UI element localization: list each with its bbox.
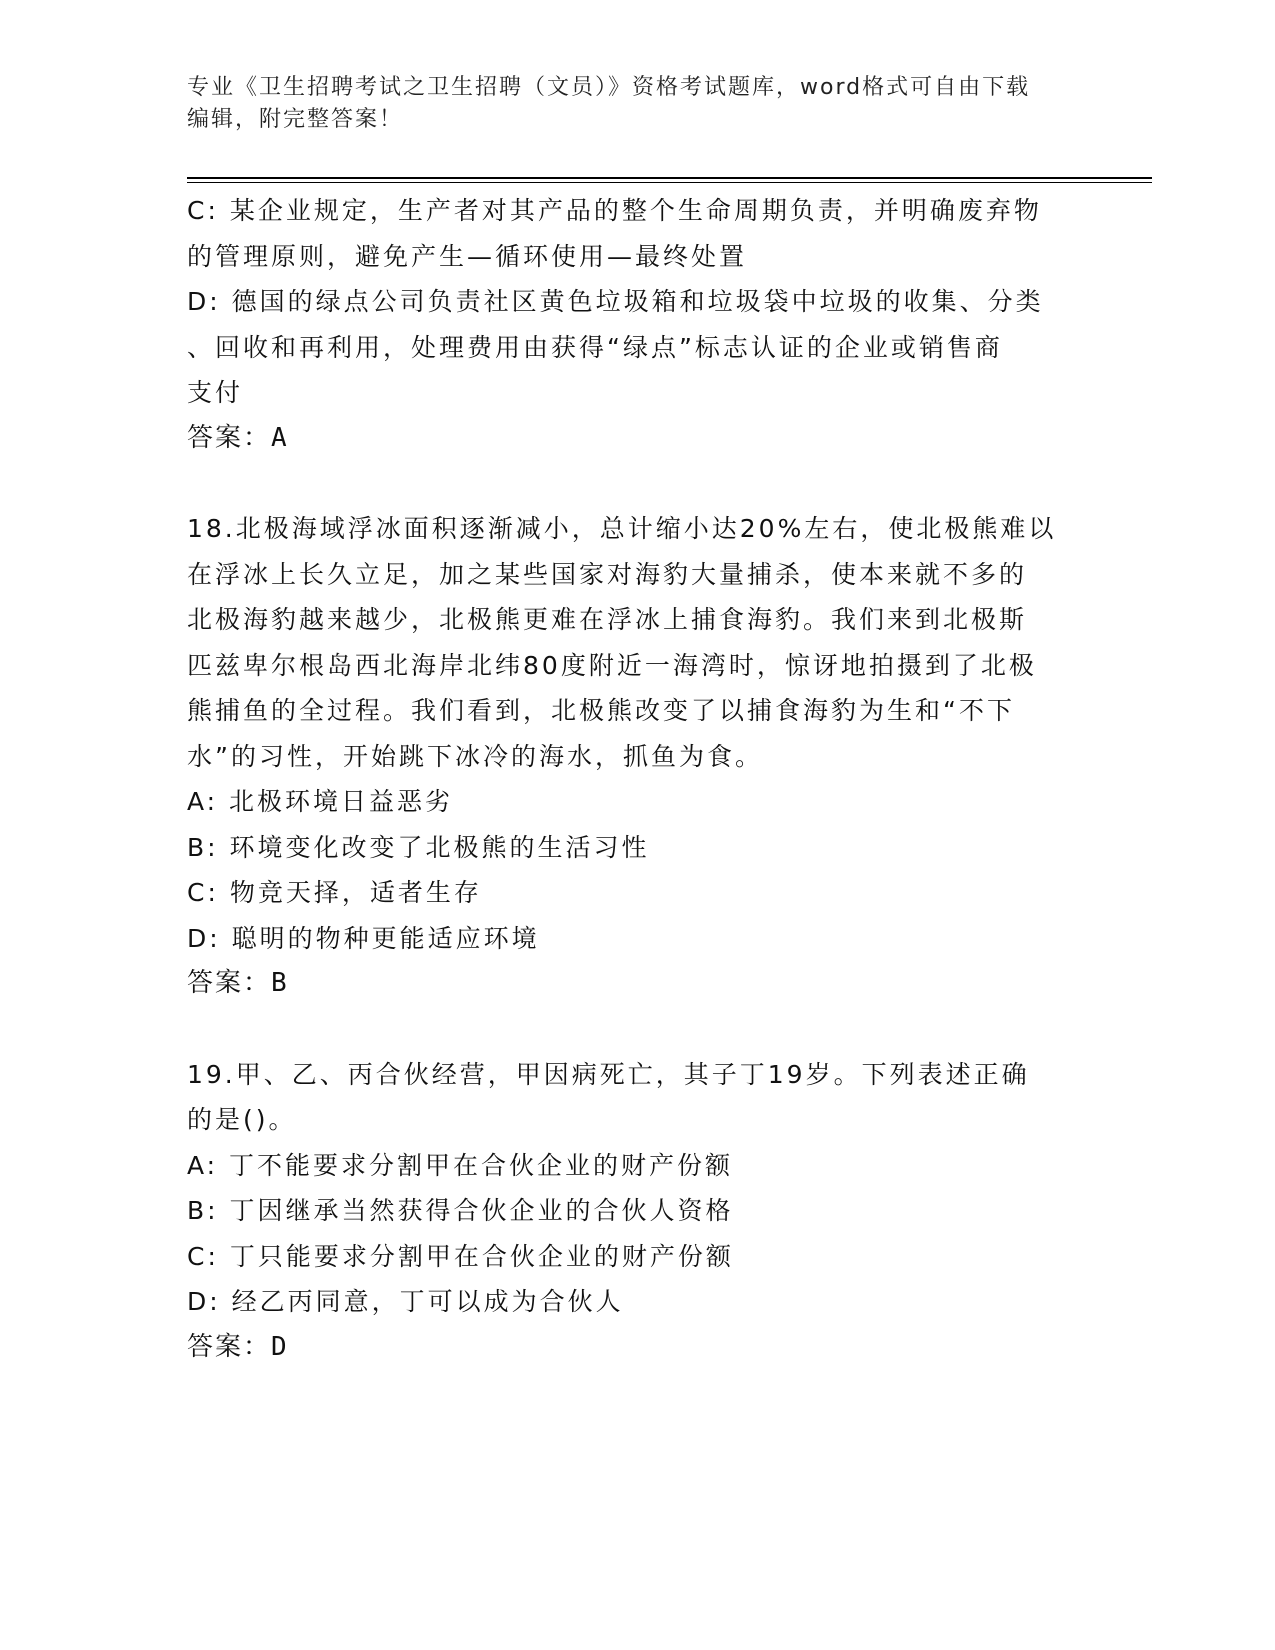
answer-label: 答案：	[187, 1331, 272, 1362]
question-stem-line: 的是()。	[187, 1105, 297, 1134]
question-stem-line: 19.甲、乙、丙合伙经营，甲因病死亡，其子丁19岁。下列表述正确	[187, 1059, 1030, 1089]
answer-value: B	[271, 968, 289, 998]
option-c-line: 的管理原则，避免产生—循环使用—最终处置	[187, 241, 748, 271]
option-c: C: 物竞天择，适者生存	[187, 878, 482, 907]
header-divider	[187, 177, 1152, 183]
question-18	[187, 506, 1077, 1007]
question-content	[187, 188, 1077, 1370]
option-c-line: C: 某企业规定，生产者对其产品的整个生命周期负责，并明确废弃物	[187, 196, 1042, 225]
answer-label: 答案：	[187, 422, 272, 453]
option-d: D: 聪明的物种更能适应环境	[187, 923, 540, 953]
question-stem-line: 18.北极海域浮冰面积逐渐减小，总计缩小达20%左右，使北极熊难以	[187, 514, 1057, 543]
option-a: A: 北极环境日益恶劣	[187, 787, 454, 816]
header-line-2: 编辑，附完整答案！	[187, 107, 404, 132]
option-c: C: 丁只能要求分割甲在合伙企业的财产份额	[187, 1241, 734, 1271]
header-line-1: 专业《卫生招聘考试之卫生招聘（文员）》资格考试题库，word格式可自由下载	[187, 75, 1031, 100]
question-stem-line: 熊捕鱼的全过程。我们看到，北极熊改变了以捕食海豹为生和“不下	[187, 696, 1015, 725]
option-d: D: 经乙丙同意，丁可以成为合伙人	[187, 1287, 624, 1316]
question-stem-line: 水”的习性，开始跳下冰冷的海水，抓鱼为食。	[187, 741, 763, 771]
question-19	[187, 1052, 1077, 1371]
answer-line	[187, 1325, 1077, 1371]
answer-line	[187, 416, 1077, 462]
answer-label: 答案：	[187, 968, 272, 998]
question-stem-line: 北极海豹越来越少，北极熊更难在浮冰上捕食海豹。我们来到北极斯	[187, 605, 1028, 634]
answer-line	[187, 961, 1077, 1007]
page-header	[187, 72, 1067, 136]
spacer	[187, 461, 1077, 506]
question-17-tail	[187, 188, 1077, 461]
spacer	[187, 1007, 1077, 1052]
option-d-line: 支付	[187, 378, 244, 407]
option-a: A: 丁不能要求分割甲在合伙企业的财产份额	[187, 1150, 734, 1180]
option-d-line: D: 德国的绿点公司负责社区黄色垃圾箱和垃圾袋中垃圾的收集、分类	[187, 287, 1044, 316]
question-stem-line: 在浮冰上长久立足，加之某些国家对海豹大量捕杀，使本来就不多的	[187, 559, 1028, 589]
question-stem-line: 匹兹卑尔根岛西北海岸北纬80度附近一海湾时，惊讶地拍摄到了北极	[187, 650, 1037, 680]
option-b: B: 丁因继承当然获得合伙企业的合伙人资格	[187, 1196, 734, 1225]
answer-value: A	[271, 422, 289, 453]
answer-value: D	[271, 1331, 289, 1362]
option-d-line: 、回收和再利用，处理费用由获得“绿点”标志认证的企业或销售商	[187, 332, 1003, 362]
option-b: B: 环境变化改变了北极熊的生活习性	[187, 832, 650, 862]
